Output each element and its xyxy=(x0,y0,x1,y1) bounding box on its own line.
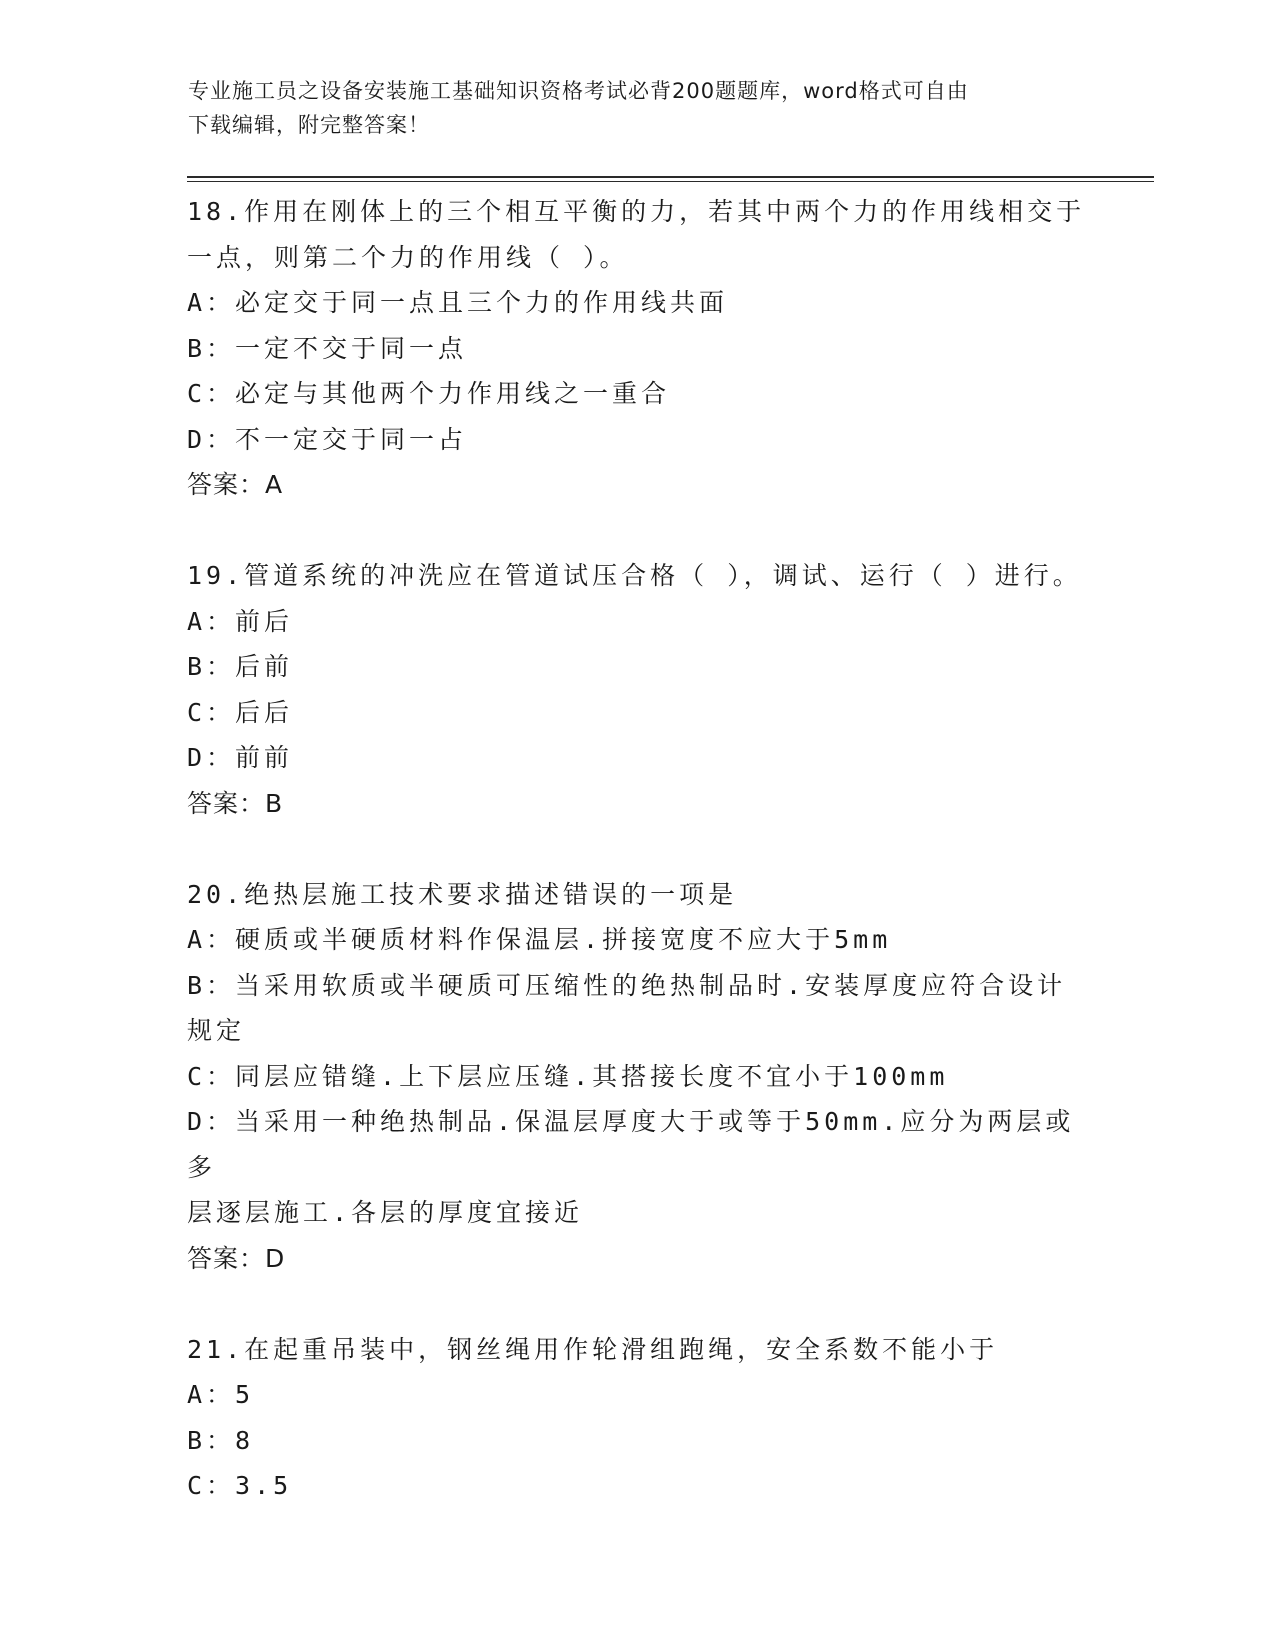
option-b-continued: 规定 xyxy=(187,1016,246,1045)
question-spacer xyxy=(187,1281,1087,1327)
question-list xyxy=(187,189,1087,1509)
option-a: A：必定交于同一点且三个力的作用线共面 xyxy=(187,288,729,317)
option-b: B：8 xyxy=(187,1425,255,1455)
question-21 xyxy=(187,1327,1087,1509)
option-b: B：一定不交于同一点 xyxy=(187,333,468,363)
question-stem-line: 20.绝热层施工技术要求描述错误的一项是 xyxy=(187,879,738,909)
question-20 xyxy=(187,872,1087,1282)
document-header xyxy=(188,74,1078,142)
option-d-continued: 层逐层施工.各层的厚度宜接近 xyxy=(187,1198,584,1227)
option-c: C：3.5 xyxy=(187,1471,293,1500)
option-d: D：当采用一种绝热制品.保温层厚度大于或等于50mm.应分为两层或多 xyxy=(187,1107,1075,1182)
answer-label: 答案：D xyxy=(187,1243,286,1273)
header-line-2: 下载编辑，附完整答案！ xyxy=(188,113,430,137)
question-stem-line: 一点，则第二个力的作用线（ ）。 xyxy=(187,242,629,272)
option-a: A：前后 xyxy=(187,606,294,636)
option-c: C：同层应错缝.上下层应压缝.其搭接长度不宜小于100mm xyxy=(187,1061,949,1091)
option-c: C：必定与其他两个力作用线之一重合 xyxy=(187,379,671,408)
option-b: B：后前 xyxy=(187,652,294,681)
option-a: A：5 xyxy=(187,1380,255,1409)
option-b: B：当采用软质或半硬质可压缩性的绝热制品时.安装厚度应符合设计 xyxy=(187,970,1067,1000)
answer-label: 答案：A xyxy=(187,470,284,499)
option-d: D：前前 xyxy=(187,743,294,772)
option-c: C：后后 xyxy=(187,697,294,727)
question-19 xyxy=(187,553,1087,826)
question-stem-line: 21.在起重吊装中，钢丝绳用作轮滑组跑绳，安全系数不能小于 xyxy=(187,1334,999,1364)
header-divider-thin xyxy=(187,181,1154,182)
answer-label: 答案：B xyxy=(187,788,284,818)
question-18 xyxy=(187,189,1087,508)
header-divider-thick xyxy=(187,176,1154,178)
question-spacer xyxy=(187,826,1087,872)
question-stem-line: 18.作用在刚体上的三个相互平衡的力，若其中两个力的作用线相交于 xyxy=(187,197,1086,226)
option-d: D：不一定交于同一占 xyxy=(187,424,468,454)
option-a: A：硬质或半硬质材料作保温层.拼接宽度不应大于5mm xyxy=(187,925,892,954)
question-stem-line: 19.管道系统的冲洗应在管道试压合格（ ），调试、运行（ ）进行。 xyxy=(187,561,1082,590)
question-spacer xyxy=(187,508,1087,554)
header-line-1: 专业施工员之设备安装施工基础知识资格考试必背200题题库，word格式可自由 xyxy=(188,79,969,103)
